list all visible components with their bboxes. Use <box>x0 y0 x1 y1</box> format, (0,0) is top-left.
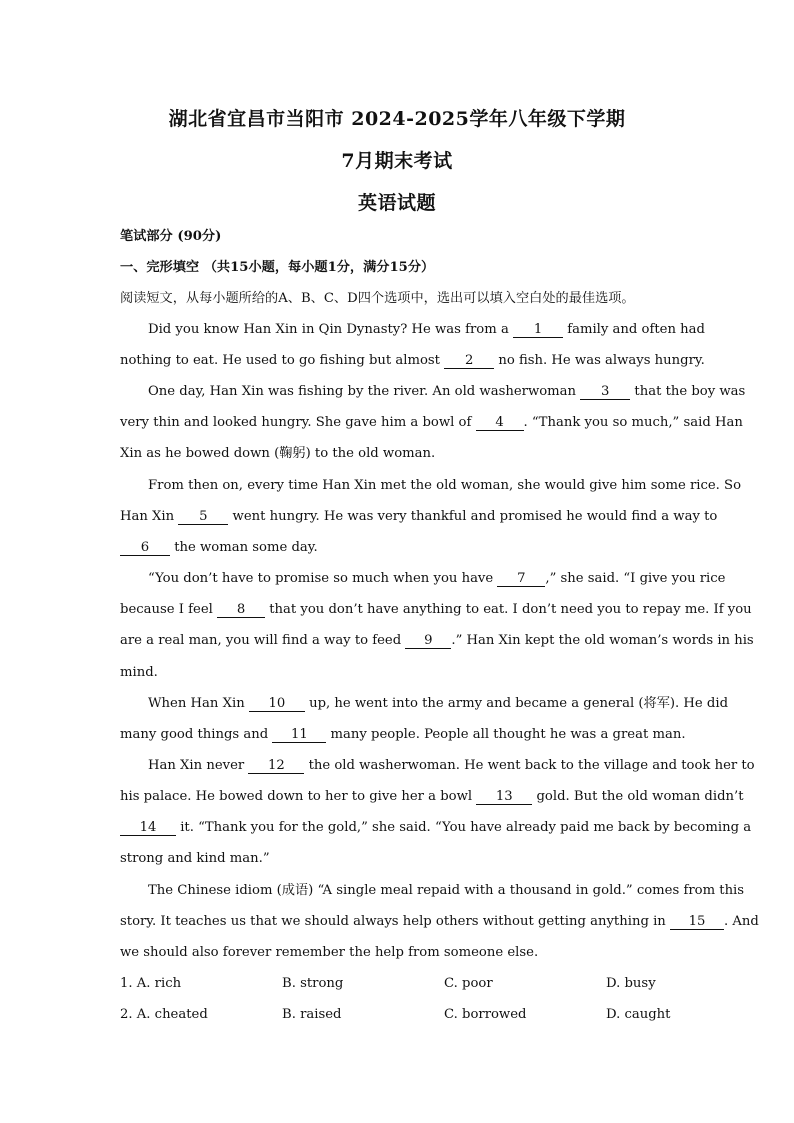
passage-line: The Chinese idiom (成语) “A single meal repaid with a thousand in gold.” comes from this <box>148 883 745 898</box>
option-1-a: 1. A. rich <box>120 976 182 991</box>
passage-line <box>148 383 746 401</box>
blank-14: 14 <box>120 820 176 836</box>
blank-7: 7 <box>497 571 545 587</box>
passage-line <box>148 695 729 713</box>
exam-title-line-2: 7月期末考试 <box>341 150 453 172</box>
passage-line: strong and kind man.” <box>120 851 270 866</box>
passage-text: nothing to eat. He used to go fishing but almost <box>120 353 445 368</box>
option-2-d: D. caught <box>606 1007 671 1022</box>
passage-line <box>120 601 752 619</box>
passage-line: From then on, every time Han Xin met the old woman, she would give him some rice. So <box>148 478 742 493</box>
passage-line <box>120 632 754 650</box>
passage-line: we should also forever remember the help from someone else. <box>120 945 539 960</box>
blank-5: 5 <box>178 509 228 525</box>
passage-text: that the boy was <box>630 384 746 399</box>
section-heading: 一、完形填空 （共15小题，每小题1分，满分15分） <box>120 260 435 275</box>
passage-text: story. It teaches us that we should always help others without getting anything in <box>120 914 670 929</box>
blank-8: 8 <box>217 602 265 618</box>
blank-9: 9 <box>405 633 451 649</box>
passage-line <box>148 321 705 339</box>
passage-text: because I feel <box>120 602 218 617</box>
passage-text: up, he went into the army and became a general (将军). He did <box>304 696 729 711</box>
passage-text: One day, Han Xin was fishing by the river. An old washerwoman <box>148 384 581 399</box>
option-1-c: C. poor <box>444 976 493 991</box>
passage-text: the old washerwoman. He went back to the village and took her to <box>304 758 755 773</box>
passage-text: many people. People all thought he was a great man. <box>326 727 686 742</box>
option-2-c: C. borrowed <box>444 1007 527 1022</box>
passage-line: mind. <box>120 665 158 680</box>
blank-3: 3 <box>580 384 630 400</box>
blank-4: 4 <box>476 415 524 431</box>
passage-line <box>120 508 718 526</box>
passage-text: . And <box>723 914 759 929</box>
passage-line <box>148 570 726 588</box>
section-part-label: 笔试部分 (90分) <box>120 229 222 244</box>
blank-10: 10 <box>249 696 305 712</box>
option-2-b: B. raised <box>282 1007 342 1022</box>
passage-line <box>120 788 744 806</box>
passage-text: Han Xin never <box>148 758 249 773</box>
passage-text: no fish. He was always hungry. <box>494 353 705 368</box>
passage-text: . “Thank you so much,” said Han <box>523 415 743 430</box>
passage-text: Did you know Han Xin in Qin Dynasty? He was from a <box>148 322 514 337</box>
passage-text: “You don’t have to promise so much when you have <box>148 571 498 586</box>
passage-line <box>120 414 743 432</box>
exam-title-line-1: 湖北省宜昌市当阳市 2024-2025学年八年级下学期 <box>168 108 626 130</box>
passage-line <box>148 757 755 775</box>
passage-text: it. “Thank you for the gold,” she said. “You have already paid me back by becoming a <box>176 820 752 835</box>
section-instruction: 阅读短文，从每小题所给的A、B、C、D四个选项中，选出可以填入空白处的最佳选项。 <box>120 291 635 306</box>
passage-text: that you don’t have anything to eat. I don’t need you to repay me. If you <box>265 602 752 617</box>
passage-text: family and often had <box>563 322 705 337</box>
passage-line <box>120 913 759 931</box>
passage-text: are a real man, you will find a way to feed <box>120 633 406 648</box>
blank-13: 13 <box>476 789 532 805</box>
passage-text: gold. But the old woman didn’t <box>532 789 744 804</box>
option-2-a: 2. A. cheated <box>120 1007 208 1022</box>
passage-text: his palace. He bowed down to her to give her a bowl <box>120 789 477 804</box>
blank-1: 1 <box>513 322 563 338</box>
option-1-b: B. strong <box>282 976 344 991</box>
passage-line <box>120 726 686 744</box>
passage-text: very thin and looked hungry. She gave him a bowl of <box>120 415 476 430</box>
passage-text: the woman some day. <box>170 540 318 555</box>
blank-15: 15 <box>670 914 724 930</box>
passage-line <box>120 352 705 370</box>
blank-11: 11 <box>272 727 326 743</box>
blank-6: 6 <box>120 540 170 556</box>
passage-line: Xin as he bowed down (鞠躬) to the old woman. <box>120 446 436 461</box>
passage-text: Han Xin <box>120 509 179 524</box>
passage-text: went hungry. He was very thankful and promised he would find a way to <box>228 509 718 524</box>
option-1-d: D. busy <box>606 976 656 991</box>
passage-text: When Han Xin <box>148 696 249 711</box>
passage-line <box>120 819 752 837</box>
passage-text: many good things and <box>120 727 273 742</box>
blank-2: 2 <box>444 353 494 369</box>
passage-text: ,” she said. “I give you rice <box>545 571 726 586</box>
passage-line <box>120 539 680 557</box>
blank-12: 12 <box>248 758 304 774</box>
exam-title-line-3: 英语试题 <box>357 192 436 214</box>
passage-text: .” Han Xin kept the old woman’s words in his <box>451 633 754 648</box>
